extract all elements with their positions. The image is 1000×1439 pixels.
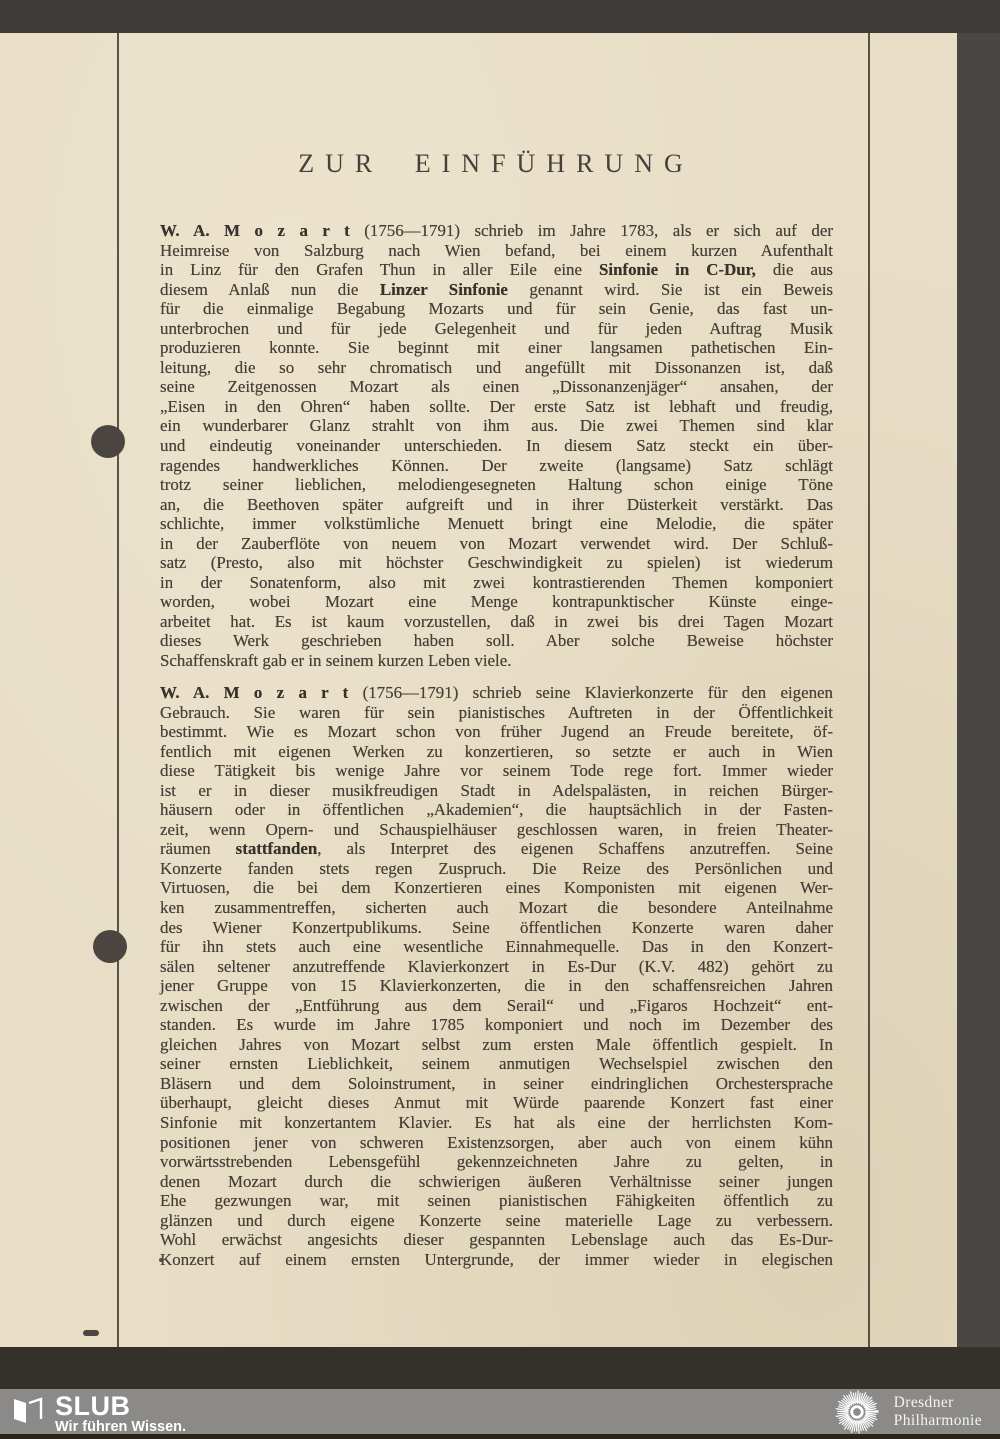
text-line: zwischen der „Entführung aus dem Serail“ und „Figaros Hochzeit“ ent- (160, 995, 833, 1015)
text-line: gleichen Jahres von Mozart selbst zum ersten Male öffentlich gespielt. In (160, 1034, 833, 1054)
text-line: trotz seiner lieblichen, melodiengesegneten Haltung schon einige Töne (160, 475, 833, 495)
text-line: ken zusammentreffen, sicherten auch Mozart die besondere Anteilnahme (160, 898, 833, 918)
text-line: satz (Presto, also mit höchster Geschwindigkeit zu spielen) ist wiederum (160, 553, 833, 573)
text-line: zeit, wenn Opern- und Schauspielhäuser geschlossen waren, in freien Theater- (160, 819, 833, 839)
text-line: glänzen und durch eigene Konzerte seine materielle Lage zu verbessern. (160, 1210, 833, 1230)
text-line: Konzert auf einem ernsten Untergrunde, der immer wieder in elegischen (160, 1249, 833, 1269)
text-line: ist er in dieser musikfreudigen Stadt in Adelspalästen, in reichen Bürger- (160, 780, 833, 800)
text-line: denen Mozart durch die schwierigen äußeren Verhältnisse seiner jungen (160, 1171, 833, 1191)
text-line: an, die Beethoven später aufgreift und in ihrer Düsterkeit verstärkt. Das (160, 494, 833, 514)
text-line: sälen seltener anzutreffende Klavierkonzert in Es-Dur (K.V. 482) gehört zu (160, 956, 833, 976)
text-line: Wohl erwächst angesichts dieser gespannten Lebenslage auch das Es-Dur- (160, 1230, 833, 1250)
text-line: ragendes handwerkliches Können. Der zweite (langsame) Satz schlägt (160, 455, 833, 475)
paragraph-linzer-sinfonie (160, 221, 833, 671)
philharmonie-logo (834, 1389, 982, 1434)
right-margin-rule (868, 33, 870, 1347)
text-line: fentlich mit eigenen Werken zu konzertieren, so setzte er auch in Wien (160, 741, 833, 761)
text-line: seine Zeitgenossen Mozart als einen „Dissonanzenjäger“ ansahen, der (160, 377, 833, 397)
open-book-icon (12, 1395, 44, 1425)
scan-border-bottom (0, 1347, 1000, 1389)
text-line: Konzerte fanden stets regen Zuspruch. Die Reize des Persönlichen und (160, 858, 833, 878)
text-line: standen. Es wurde im Jahre 1785 komponiert und noch im Dezember des (160, 1015, 833, 1035)
left-margin-rule (117, 33, 119, 1347)
text-line: überhaupt, gleicht dieses Anmut mit Würde paarende Konzert fast einer (160, 1093, 833, 1113)
text-line: räumen stattfanden, als Interpret des eigenen Schaffens anzutreffen. Seine (160, 839, 833, 859)
text-line: Gebrauch. Sie waren für sein pianistisches Auftreten in der Öffentlichkeit (160, 702, 833, 722)
text-line: produzieren konnte. Sie beginnt mit einer langsamen pathetischen Ein- (160, 338, 833, 358)
text-line: diesem Anlaß nun die Linzer Sinfonie genannt wird. Sie ist ein Beweis (160, 279, 833, 299)
text-line: des Wiener Konzertpublikums. Seine öffentlichen Konzerte waren daher (160, 917, 833, 937)
scan-border-top (0, 0, 1000, 33)
text-line: seiner ernsten Lieblichkeit, seinem anmutigen Wechselspiel zwischen den (160, 1054, 833, 1074)
text-line: unterbrochen und für jede Gelegenheit und für jeden Auftrag Musik (160, 318, 833, 338)
punch-hole-bottom (93, 930, 127, 963)
text-line: Virtuosen, die bei dem Konzertieren eines Komponisten mit eigenen Wer- (160, 878, 833, 898)
text-line: in Linz für den Grafen Thun in aller Eile eine Sinfonie in C-Dur, die aus (160, 260, 833, 280)
text-line: W. A. M o z a r t (1756—1791) schrieb im Jahre 1783, als er sich auf der (160, 221, 833, 240)
text-line: Heimreise von Salzburg nach Wien befand, bei einem kurzen Aufenthalt (160, 240, 833, 260)
text-line: ein wunderbarer Glanz strahlt von ihm aus. Die zwei Themen sind klar (160, 416, 833, 436)
philharmonie-name-line1: Dresdner (893, 1393, 954, 1411)
text-line: worden, wobei Mozart eine Menge kontrapunktischer Künste einge- (160, 592, 833, 612)
text-line: diese Tätigkeit bis wenige Jahre vor seinem Tode rege fort. Immer wieder (160, 761, 833, 781)
text-line: positionen jener von schweren Existenzsorgen, aber auch von einem kühn (160, 1132, 833, 1152)
text-line: arbeitet hat. Es ist kaum vorzustellen, daß in zwei bis drei Tagen Mozart (160, 611, 833, 631)
text-line: für die einmalige Begabung Mozarts und für sein Genie, das fast un- (160, 299, 833, 319)
text-line: bestimmt. Wie es Mozart schon von früher Jugend an Freude bereitete, öf- (160, 722, 833, 742)
text-line: Ehe gezwungen war, mit seinen pianistischen Fähigkeiten öffentlich zu (160, 1191, 833, 1211)
philharmonie-name-line2: Philharmonie (893, 1411, 982, 1429)
text-line: in der Sonatenform, also mit zwei kontrastierenden Themen komponiert (160, 572, 833, 592)
program-page (0, 33, 957, 1347)
text-line: „Eisen in den Ohren“ haben sollte. Der erste Satz ist lebhaft und freudig, (160, 396, 833, 416)
text-line: und eindeutig voneinander unterschieden. In diesem Satz steckt ein über- (160, 436, 833, 456)
text-line: vorwärtsstrebenden Lebensgefühl gekennzeichneten Jahre zu gelten, in (160, 1152, 833, 1172)
scan-border-right (957, 33, 1000, 1347)
slub-wordmark: SLUB (55, 1391, 131, 1421)
page-title: ZUR EINFÜHRUNG (298, 149, 694, 178)
slub-tagline: Wir führen Wissen. (55, 1419, 187, 1435)
text-line: Schaffenskraft gab er in seinem kurzen Leben viele. (160, 651, 512, 671)
starburst-logo-icon (834, 1389, 880, 1435)
text-line: dieses Werk geschrieben haben soll. Aber solche Beweise höchster (160, 631, 833, 651)
text-line: jener Gruppe von 15 Klavierkonzerten, die in den schaffensreichen Jahren (160, 976, 833, 996)
punch-hole-top (91, 425, 125, 458)
text-line: W. A. M o z a r t (1756—1791) schrieb seine Klavierkonzerte für den eigenen (160, 683, 833, 702)
text-line: Sinfonie mit konzertantem Klavier. Es hat als eine der herrlichsten Kom- (160, 1113, 833, 1133)
text-line: schlichte, immer volkstümliche Menuett bringt eine Melodie, die später (160, 514, 833, 534)
philharmonie-name (894, 1394, 982, 1430)
text-line: für ihn stets auch eine wesentliche Einnahmequelle. Das in den Konzert- (160, 937, 833, 957)
library-footer-banner (0, 1389, 1000, 1434)
text-line: in der Zauberflöte von neuem von Mozart verwendet wird. Der Schluß- (160, 533, 833, 553)
text-line: häusern oder in öffentlichen „Akademien“, die hauptsächlich in der Fasten- (160, 800, 833, 820)
slub-logo (12, 1393, 186, 1436)
text-line: leitung, die so sehr chromatisch und angefüllt mit Dissonanzen ist, daß (160, 357, 833, 377)
text-line: Bläsern und dem Soloinstrument, in seiner eindringlichen Orchestersprache (160, 1073, 833, 1093)
scan-artifact (83, 1330, 99, 1336)
paragraph-klavierkonzert (160, 683, 833, 1269)
